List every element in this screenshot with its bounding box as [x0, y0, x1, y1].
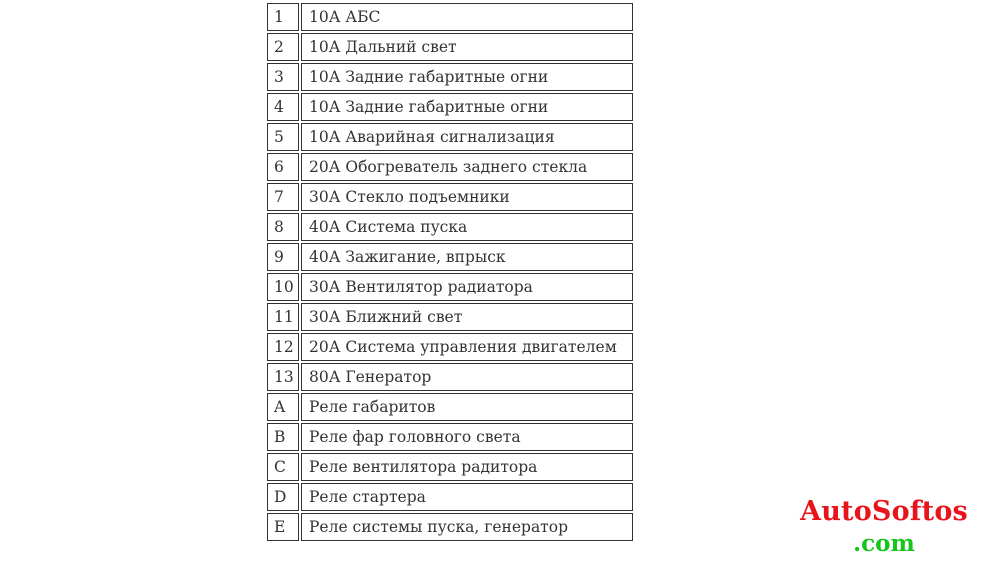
- fuse-number-cell: 10: [267, 273, 299, 301]
- fuse-number-cell: A: [267, 393, 299, 421]
- fuse-number-cell: 12: [267, 333, 299, 361]
- fuse-number-cell: B: [267, 423, 299, 451]
- watermark-line2: .com: [853, 530, 915, 557]
- fuse-description-cell: 10А Дальний свет: [301, 33, 633, 61]
- fuse-description-cell: 10А Задние габаритные огни: [301, 93, 633, 121]
- table-row: [267, 333, 633, 361]
- fuse-number-cell: 8: [267, 213, 299, 241]
- fuse-number-cell: 9: [267, 243, 299, 271]
- table-row: [267, 213, 633, 241]
- fuse-description-cell: Реле системы пуска, генератор: [301, 513, 633, 541]
- fuse-description-cell: 80А Генератор: [301, 363, 633, 391]
- fuse-description-cell: 20А Система управления двигателем: [301, 333, 633, 361]
- table-row: [267, 483, 633, 511]
- fuse-description-cell: 10А АБС: [301, 3, 633, 31]
- fuse-number-cell: 3: [267, 63, 299, 91]
- fuse-description-cell: 30А Вентилятор радиатора: [301, 273, 633, 301]
- table-row: [267, 63, 633, 91]
- table-row: [267, 513, 633, 541]
- fuse-number-cell: E: [267, 513, 299, 541]
- fuse-number-cell: 11: [267, 303, 299, 331]
- watermark-line1: AutoSoftos: [800, 496, 968, 527]
- table-row: [267, 33, 633, 61]
- fuse-description-cell: 40А Зажигание, впрыск: [301, 243, 633, 271]
- fuse-description-cell: Реле габаритов: [301, 393, 633, 421]
- fuse-description-cell: 30А Стекло подъемники: [301, 183, 633, 211]
- fuse-description-cell: Реле вентилятора радитора: [301, 453, 633, 481]
- fuse-number-cell: 6: [267, 153, 299, 181]
- fuse-description-cell: Реле стартера: [301, 483, 633, 511]
- fuse-description-cell: 40А Система пуска: [301, 213, 633, 241]
- table-row: [267, 303, 633, 331]
- table-row: [267, 453, 633, 481]
- fuse-number-cell: 2: [267, 33, 299, 61]
- fuse-table-body: [267, 3, 633, 541]
- fuse-description-cell: 10А Задние габаритные огни: [301, 63, 633, 91]
- fuse-description-cell: 30А Ближний свет: [301, 303, 633, 331]
- table-row: [267, 423, 633, 451]
- fuse-number-cell: D: [267, 483, 299, 511]
- table-row: [267, 3, 633, 31]
- table-row: [267, 243, 633, 271]
- table-row: [267, 393, 633, 421]
- fuse-number-cell: 4: [267, 93, 299, 121]
- table-row: [267, 363, 633, 391]
- fuse-table: [265, 1, 635, 543]
- fuse-description-cell: 10А Аварийная сигнализация: [301, 123, 633, 151]
- fuse-description-cell: 20А Обогреватель заднего стекла: [301, 153, 633, 181]
- fuse-number-cell: 13: [267, 363, 299, 391]
- watermark-logo: [788, 498, 980, 555]
- table-row: [267, 123, 633, 151]
- fuse-number-cell: 5: [267, 123, 299, 151]
- table-row: [267, 93, 633, 121]
- fuse-number-cell: 7: [267, 183, 299, 211]
- table-row: [267, 153, 633, 181]
- table-row: [267, 273, 633, 301]
- fuse-number-cell: C: [267, 453, 299, 481]
- table-row: [267, 183, 633, 211]
- fuse-description-cell: Реле фар головного света: [301, 423, 633, 451]
- fuse-number-cell: 1: [267, 3, 299, 31]
